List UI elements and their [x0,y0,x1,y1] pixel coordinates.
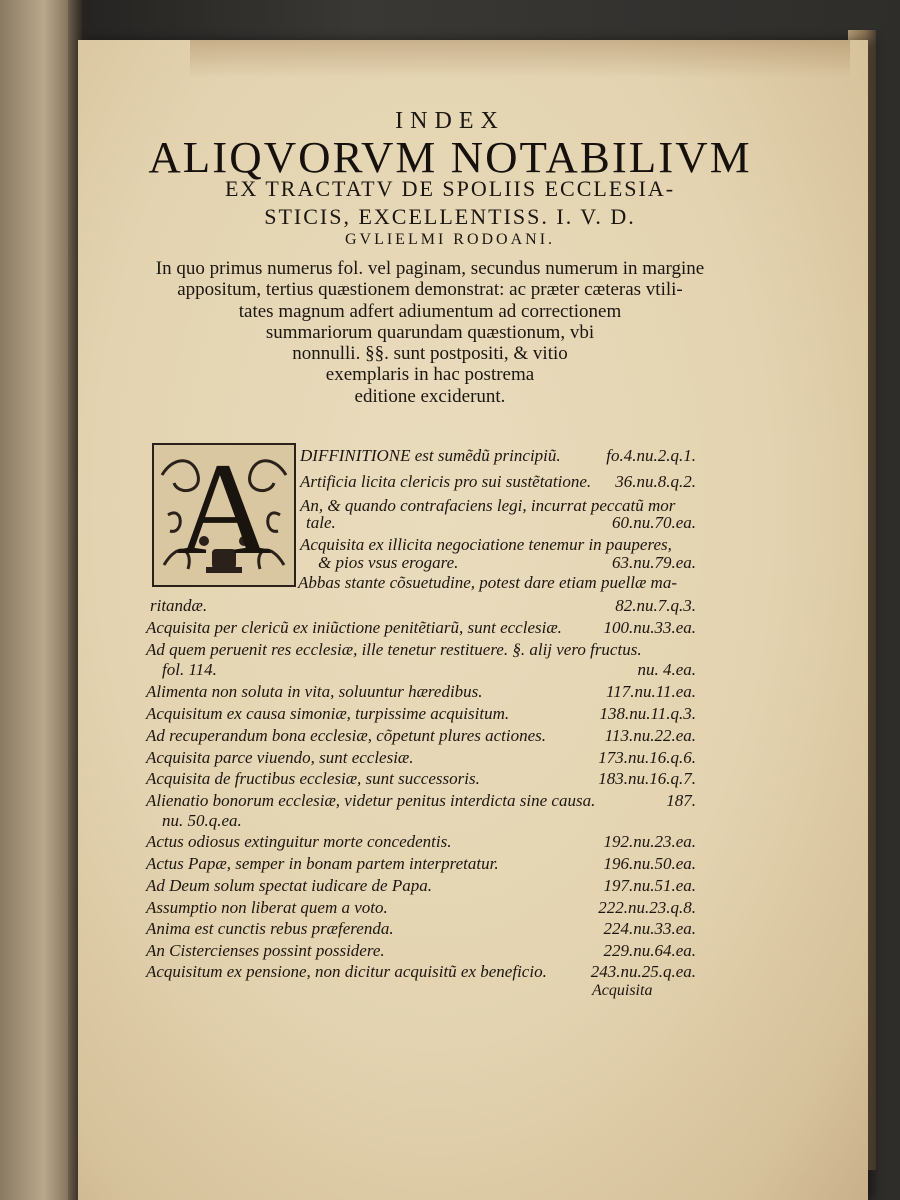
entry-reference: 100.nu.33.ea. [603,618,696,637]
index-entry [146,769,696,789]
entry-text: Acquisitum ex causa simoniæ, turpissime acquisitum. [146,704,510,723]
entry-text: Actus Papæ, semper in bonam partem interpretatur. [146,854,499,873]
entry-text: Acquisita parce viuendo, sunt ecclesiæ. [146,748,414,767]
entry-reference: 224.nu.33.ea. [603,919,696,938]
preface-line: appositum, tertius quæstionem demonstrat: ac præter cæteras vtili- [177,279,683,301]
entry-text: ritandæ. [150,596,208,615]
entry-reference: 173.nu.16.q.6. [598,748,696,767]
entry-text: Acquisita de fructibus ecclesiæ, sunt successoris. [146,769,480,788]
index-entry [146,898,696,918]
preface-line: editione exciderunt. [354,385,506,407]
index-entry [146,941,696,961]
entry-text: An, & quando contrafaciens legi, incurrat peccatũ mor [300,496,676,515]
index-entry [298,573,696,593]
index-entry [146,618,696,638]
entry-reference: 113.nu.22.ea. [604,726,696,745]
entry-text: Ad Deum solum spectat iudicare de Papa. [146,876,432,895]
entry-text: Actus odiosus extinguitur morte concedentis. [146,832,452,851]
entry-reference: 196.nu.50.ea. [603,854,696,873]
index-entry [300,472,696,492]
index-entry [146,726,696,746]
index-entry [162,660,696,680]
catchword: Acquisita [592,982,653,999]
entry-reference: 229.nu.64.ea. [603,941,696,960]
entry-reference: 82.nu.7.q.3. [615,596,696,615]
entry-reference: nu. 4.ea. [637,660,696,679]
index-entry [300,446,696,466]
entry-text: Alienatio bonorum ecclesiæ, videtur penitus interdicta sine causa. [146,791,596,810]
entry-text: Acquisita per clericũ ex iniũctione penitẽtiarũ, sunt ecclesiæ. [146,618,562,637]
index-entry [146,640,696,660]
entry-text: fol. 114. [162,660,217,679]
preface-line: exemplaris in hac postrema [325,364,535,386]
entry-reference: 36.nu.8.q.2. [615,472,696,491]
entry-text: Abbas stante cõsuetudine, potest dare etiam puellæ ma- [298,573,677,592]
entry-text: Anima est cunctis rebus præferenda. [146,919,394,938]
index-entry [306,513,696,533]
preface-line: summariorum quarundam quæstionum, vbi [265,321,595,343]
entry-text: Ad recuperandum bona ecclesiæ, cõpetunt plures actiones. [146,726,547,745]
preface-line: nonnulli. §§. sunt postpositi, & vitio [292,343,568,365]
entry-reference: 243.nu.25.q.ea. [590,962,696,981]
entry-text: & pios vsus erogare. [318,553,459,572]
index-entry [162,811,696,831]
title-index: INDEX [395,108,505,134]
entry-reference: 222.nu.23.q.8. [598,898,696,917]
preface-line: In quo primus numerus fol. vel paginam, secundus numerum in margine [155,258,705,279]
entry-reference: 183.nu.16.q.7. [598,769,696,788]
entry-reference: 192.nu.23.ea. [603,832,696,851]
entry-reference: 197.nu.51.ea. [603,876,696,895]
index-entry [300,535,696,555]
index-entry [146,748,696,768]
entry-reference: 187. [666,791,696,810]
entry-text: DIFFINITIONE est sumẽdũ principiũ. [300,446,561,465]
index-entry [146,832,696,852]
preface-line: tates magnum adfert adiumentum ad correctionem [238,300,622,322]
index-entry [146,704,696,724]
entry-reference: fo.4.nu.2.q.1. [606,446,696,465]
entry-text: Assumptio non liberat quem a voto. [146,898,388,917]
entry-reference: 117.nu.11.ea. [605,682,696,701]
entry-text: Ad quem peruenit res ecclesiæ, ille tenetur restituere. §. alij vero fructus. [146,640,642,659]
entry-text: Acquisitum ex pensione, non dicitur acquisitũ ex beneficio. [146,962,547,981]
entry-text: tale. [306,513,336,532]
title-subtitle-2: STICIS, EXCELLENTISS. I. V. D. [264,204,636,229]
drop-cap-letter: A [176,435,272,582]
title-subtitle-1: EX TRACTATV DE SPOLIIS ECCLESIA- [224,176,676,201]
entry-text: Alimenta non soluta in vita, soluuntur hæredibus. [146,682,483,701]
index-entry [146,682,696,702]
entry-text: nu. 50.q.ea. [162,811,242,830]
index-entry [318,553,696,573]
title-author: GVLIELMI RODOANI. [344,231,556,248]
entry-reference: 60.nu.70.ea. [611,513,696,532]
index-entry [146,791,696,811]
entry-text: An Cistercienses possint possidere. [146,941,385,960]
title-main: ALIQVORVM NOTABILIVM [148,133,752,182]
index-entry [146,876,696,896]
entry-reference: 63.nu.79.ea. [611,553,696,572]
index-entry [146,854,696,874]
index-entry [146,919,696,939]
entry-text: Artificia licita clericis pro sui sustẽtatione. [300,472,592,491]
entry-text: Acquisita ex illicita negociatione tenemur in pauperes, [300,535,672,554]
index-entry [146,962,696,982]
index-entry [150,596,696,616]
entry-reference: 138.nu.11.q.3. [599,704,696,723]
